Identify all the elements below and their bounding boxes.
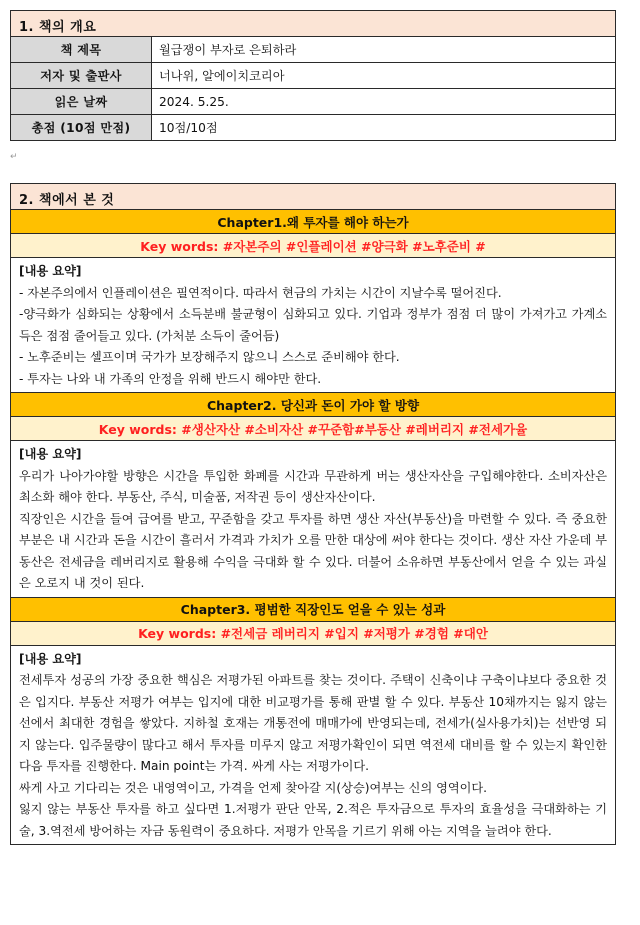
chapter-1-line: -양극화가 심화되는 상황에서 소득분배 불균형이 심화되고 있다. 기업과 정부가 점점 더 많이 가져가고 가계소득은 점점 줄어들고 있다. (가처분 소득이 줄어듬) — [19, 307, 607, 343]
chapter-3-summary-label: [내용 요약] — [19, 651, 82, 666]
book-title-label: 책 제목 — [11, 37, 152, 63]
chapter-2-keywords: Key words: #생산자산 #소비자산 #꾸준함#부동산 #레버리지 #전세가율 — [11, 417, 616, 441]
score-label: 총점 (10점 만점) — [11, 115, 152, 141]
chapter-3-keywords: Key words: #전세금 레버리지 #입지 #저평가 #경험 #대안 — [11, 621, 616, 645]
chapter-1-title: Chapter1.왜 투자를 해야 하는가 — [11, 210, 616, 234]
chapter-2-title: Chapter2. 당신과 돈이 가야 할 방향 — [11, 393, 616, 417]
author-value: 너나위, 알에이치코리아 — [152, 63, 616, 89]
chapter-1-keywords: Key words: #자본주의 #인플레이션 #양극화 #노후준비 # — [11, 234, 616, 258]
chapter-3-title: Chapter3. 평범한 직장인도 얻을 수 있는 성과 — [11, 597, 616, 621]
read-date-value: 2024. 5.25. — [152, 89, 616, 115]
chapter-2-summary — [11, 441, 616, 598]
chapter-1-summary — [11, 258, 616, 393]
read-date-label: 읽은 날짜 — [11, 89, 152, 115]
chapter-3-line: 싸게 사고 기다리는 것은 내영역이고, 가격을 언제 찾아갈 지(상승)여부는 신의 영역이다. — [19, 780, 488, 795]
paragraph-mark: ↵ — [10, 152, 18, 162]
chapter-2-line: 우리가 나아가야할 방향은 시간을 투입한 화폐를 시간과 무관하게 버는 생산자산을 구입해야한다. 소비자산은 최소화 해야 한다. 부동산, 주식, 미술품, 저작권 등이 생산자산이다. — [19, 468, 607, 504]
overview-heading: 1. 책의 개요 — [11, 11, 616, 37]
chapter-1-summary-label: [내용 요약] — [19, 264, 82, 278]
book-title-value: 월급쟁이 부자로 은퇴하라 — [152, 37, 616, 63]
chapter-3-line: 전세투자 성공의 가장 중요한 핵심은 저평가된 아파트를 찾는 것이다. 주택이 신축이냐 구축이냐보다 중요한 것은 입지다. 부동산 저평가 여부는 입지에 대한 비교평가를 통해 판별 할 수 있다. 부동산 10채까지는 잃지 않는 선에서 최대한 경험을 쌓았다. 지하철 호재는 개통전에 매매가에 반영되는데, 전세가(실사용가치)는 선반영 되지 않는다. 입주물량이 많다고 해서 투자를 미루지 않고 저평가확인이 되면 역전세 대비를 할 수 있는지 확인한 다음 투자를 진행한다. Main point는 가격. 싸게 사는 저평가이다. — [19, 673, 607, 773]
chapter-3-line: 잃지 않는 부동산 투자를 하고 싶다면 1.저평가 판단 안목, 2.적은 투자금으로 투자의 효율성을 극대화하는 기술, 3.역전세 방어하는 자금 동원력이 중요하다. 저평가 안목을 기르기 위해 아는 지역을 늘려야 한다. — [19, 802, 607, 838]
overview-table — [10, 10, 616, 141]
chapter-1-line: - 자본주의에서 인플레이션은 필연적이다. 따라서 현금의 가치는 시간이 지날수록 떨어진다. — [19, 285, 502, 300]
author-label: 저자 및 출판사 — [11, 63, 152, 89]
chapter-2-summary-label: [내용 요약] — [19, 447, 82, 461]
chapter-2-line: 직장인은 시간을 들여 급여를 받고, 꾸준함을 갖고 투자를 하면 생산 자산(부동산)을 마련할 수 있다. 즉 중요한 부분은 내 시간과 돈을 시간이 흘러서 가격과 가치가 오를 만한 대상에 써야 한다는 것이다. 생산 자산 가운데 부동산은 전세금을 레버리지로 활용해 수익을 극대화 할 수 있다. 더불어 소유하면 부동산에서 얻을 수 있는 과실은 오로지 내 것이 된다. — [19, 511, 607, 590]
score-value: 10점/10점 — [152, 115, 616, 141]
seen-table — [10, 183, 616, 845]
chapter-1-line: - 투자는 나와 내 가족의 안정을 위해 반드시 해야만 한다. — [19, 371, 322, 386]
chapter-1-line: - 노후준비는 셀프이며 국가가 보장해주지 않으니 스스로 준비해야 한다. — [19, 350, 400, 364]
chapter-3-summary — [11, 645, 616, 845]
seen-heading: 2. 책에서 본 것 — [11, 184, 616, 210]
